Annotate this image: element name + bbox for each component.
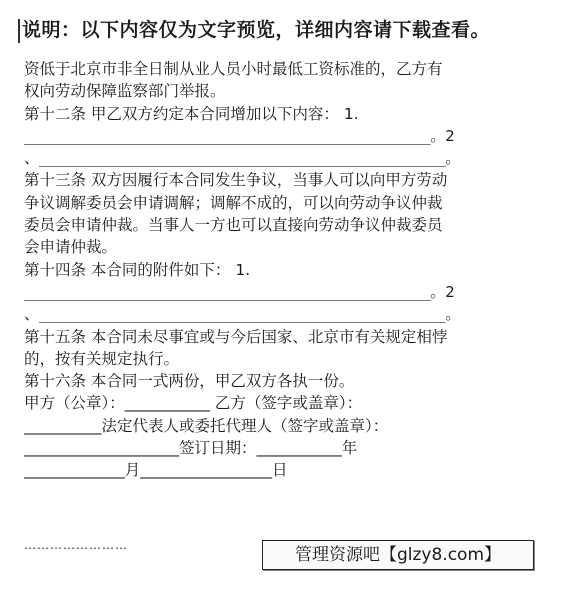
article-12-heading: 第十二条 甲乙双方约定本合同增加以下内容： 1. <box>24 104 359 123</box>
preview-notice-text: 说明：以下内容仅为文字预览，详细内容请下载查看。 <box>22 19 491 41</box>
doc-line: 的，按有关规定执行。 <box>24 349 180 368</box>
blank-line: 、______________________________________________。 <box>24 305 461 324</box>
article-15-text: 第十五条 本合同未尽事宜或与今后国家、北京市有关规定相悖 <box>24 327 448 346</box>
doc-line: 委员会申请仲裁。当事人一方也可以直接向劳动争议仲裁委员 <box>24 216 443 235</box>
doc-line: 权向劳动保障监察部门举报。 <box>24 82 226 101</box>
blank-line: ______________________________________________。2 <box>24 126 455 145</box>
doc-line: 会申请仲裁。 <box>24 238 118 257</box>
blank-line: ______________________________________________。2 <box>24 282 455 301</box>
article-16-text: 第十六条 本合同一式两份，甲乙双方各执一份。 <box>24 372 355 391</box>
article-13-text: 第十三条 双方因履行本合同发生争议，当事人可以向甲方劳动 <box>24 171 448 190</box>
signature-line-month-day: _____________月_________________日 <box>24 461 288 480</box>
doc-line: 争议调解委员会申请调解；调解不成的，可以向劳动争议仲裁 <box>24 193 443 212</box>
ellipsis-dots: …………………… <box>24 538 128 552</box>
text-cursor <box>18 19 20 43</box>
article-14-heading: 第十四条 本合同的附件如下： 1. <box>24 260 251 279</box>
signature-line-representative: __________法定代表人或委托代理人（签字或盖章）： <box>24 416 389 435</box>
doc-line: 资低于北京市非全日制从业人员小时最低工资标准的，乙方有 <box>24 60 443 78</box>
signature-line-party-a: 甲方（公章）：___________ 乙方（签字或盖章）： <box>24 394 363 413</box>
signature-line-date: ____________________签订日期：___________年 <box>24 439 358 458</box>
site-watermark-badge: 管理资源吧【glzy8.com】 <box>262 540 534 570</box>
preview-notice <box>18 10 570 50</box>
blank-line: 、______________________________________________。 <box>24 149 461 168</box>
document-body <box>24 58 556 482</box>
